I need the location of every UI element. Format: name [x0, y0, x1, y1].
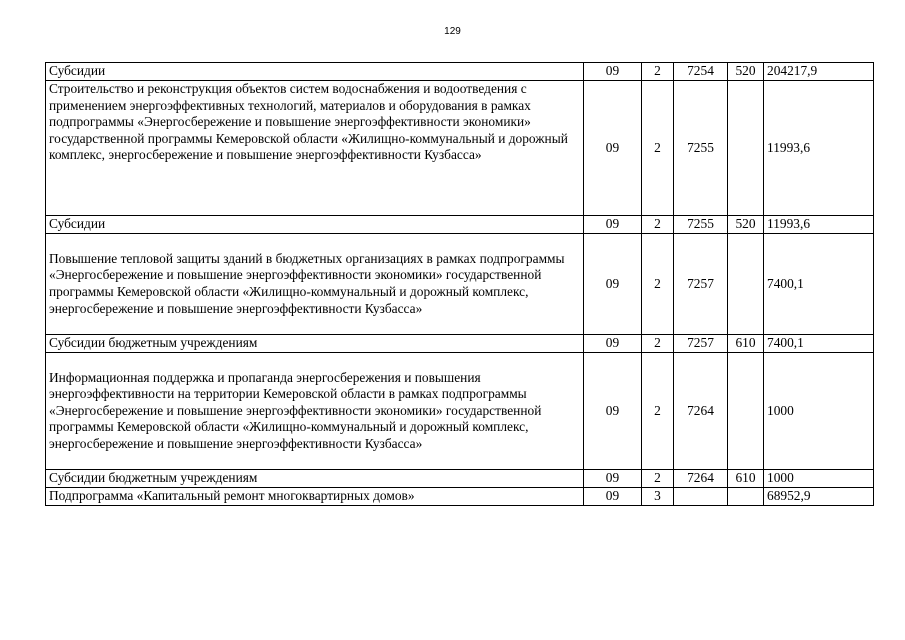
row-expense-type: [728, 353, 764, 470]
table-row: [46, 81, 874, 216]
row-amount: 11993,6: [764, 81, 874, 216]
row-subsection: 2: [642, 470, 674, 488]
row-name: Информационная поддержка и пропаганда энергосбережения и повышения энергоэффективности на территории Кемеровской области в рамках подпрограммы «Энергосбережение и повышение энергоэффективности экономики» государственной программы Кемеровской области «Жилищно-коммунальный и дорожный комплекс, энергосбережение и повышение энергоэффективности Кузбасса»: [46, 353, 584, 470]
row-target-article: 7257: [674, 234, 728, 335]
row-subsection: 2: [642, 81, 674, 216]
row-name: Повышение тепловой защиты зданий в бюджетных организациях в рамках подпрограммы «Энергосбережение и повышение энергоэффективности экономики» государственной программы Кемеровской области «Жилищно-коммунальный и дорожный комплекс, энергосбережение и повышение энергоэффективности Кузбасса»: [46, 234, 584, 335]
table-row: [46, 470, 874, 488]
row-amount: 1000: [764, 353, 874, 470]
row-expense-type: 610: [728, 335, 764, 353]
table-row: [46, 216, 874, 234]
row-section: 09: [584, 234, 642, 335]
row-section: 09: [584, 216, 642, 234]
budget-table: [45, 62, 874, 506]
row-name: Строительство и реконструкция объектов систем водоснабжения и водоотведения с применением энергоэффективных технологий, материалов и оборудования в рамках подпрограммы «Энергосбережение и повышение энергоэффективности экономики» государственной программы Кемеровской области «Жилищно-коммунальный и дорожный комплекс, энергосбережение и повышение энергоэффективности Кузбасса»: [46, 81, 584, 216]
page-number: 129: [444, 26, 461, 37]
row-target-article: 7255: [674, 216, 728, 234]
table-row: [46, 353, 874, 470]
row-section: 09: [584, 353, 642, 470]
row-target-article: 7264: [674, 470, 728, 488]
row-target-article: [674, 488, 728, 506]
row-target-article: 7257: [674, 335, 728, 353]
table-row: [46, 63, 874, 81]
row-subsection: 2: [642, 63, 674, 81]
row-expense-type: [728, 234, 764, 335]
table-row: [46, 488, 874, 506]
row-name: Подпрограмма «Капитальный ремонт многоквартирных домов»: [46, 488, 584, 506]
row-section: 09: [584, 488, 642, 506]
row-section: 09: [584, 335, 642, 353]
row-expense-type: 520: [728, 216, 764, 234]
row-name: Субсидии: [46, 63, 584, 81]
row-subsection: 2: [642, 335, 674, 353]
row-target-article: 7254: [674, 63, 728, 81]
row-section: 09: [584, 81, 642, 216]
row-expense-type: 610: [728, 470, 764, 488]
row-expense-type: 520: [728, 63, 764, 81]
row-name: Субсидии: [46, 216, 584, 234]
row-amount: 204217,9: [764, 63, 874, 81]
row-subsection: 3: [642, 488, 674, 506]
row-amount: 7400,1: [764, 234, 874, 335]
row-subsection: 2: [642, 216, 674, 234]
row-section: 09: [584, 470, 642, 488]
row-amount: 68952,9: [764, 488, 874, 506]
row-target-article: 7264: [674, 353, 728, 470]
table-row: [46, 335, 874, 353]
row-subsection: 2: [642, 353, 674, 470]
row-section: 09: [584, 63, 642, 81]
row-amount: 1000: [764, 470, 874, 488]
row-target-article: 7255: [674, 81, 728, 216]
row-name: Субсидии бюджетным учреждениям: [46, 470, 584, 488]
row-expense-type: [728, 81, 764, 216]
row-subsection: 2: [642, 234, 674, 335]
row-amount: 7400,1: [764, 335, 874, 353]
table-row: [46, 234, 874, 335]
row-name: Субсидии бюджетным учреждениям: [46, 335, 584, 353]
row-amount: 11993,6: [764, 216, 874, 234]
row-expense-type: [728, 488, 764, 506]
